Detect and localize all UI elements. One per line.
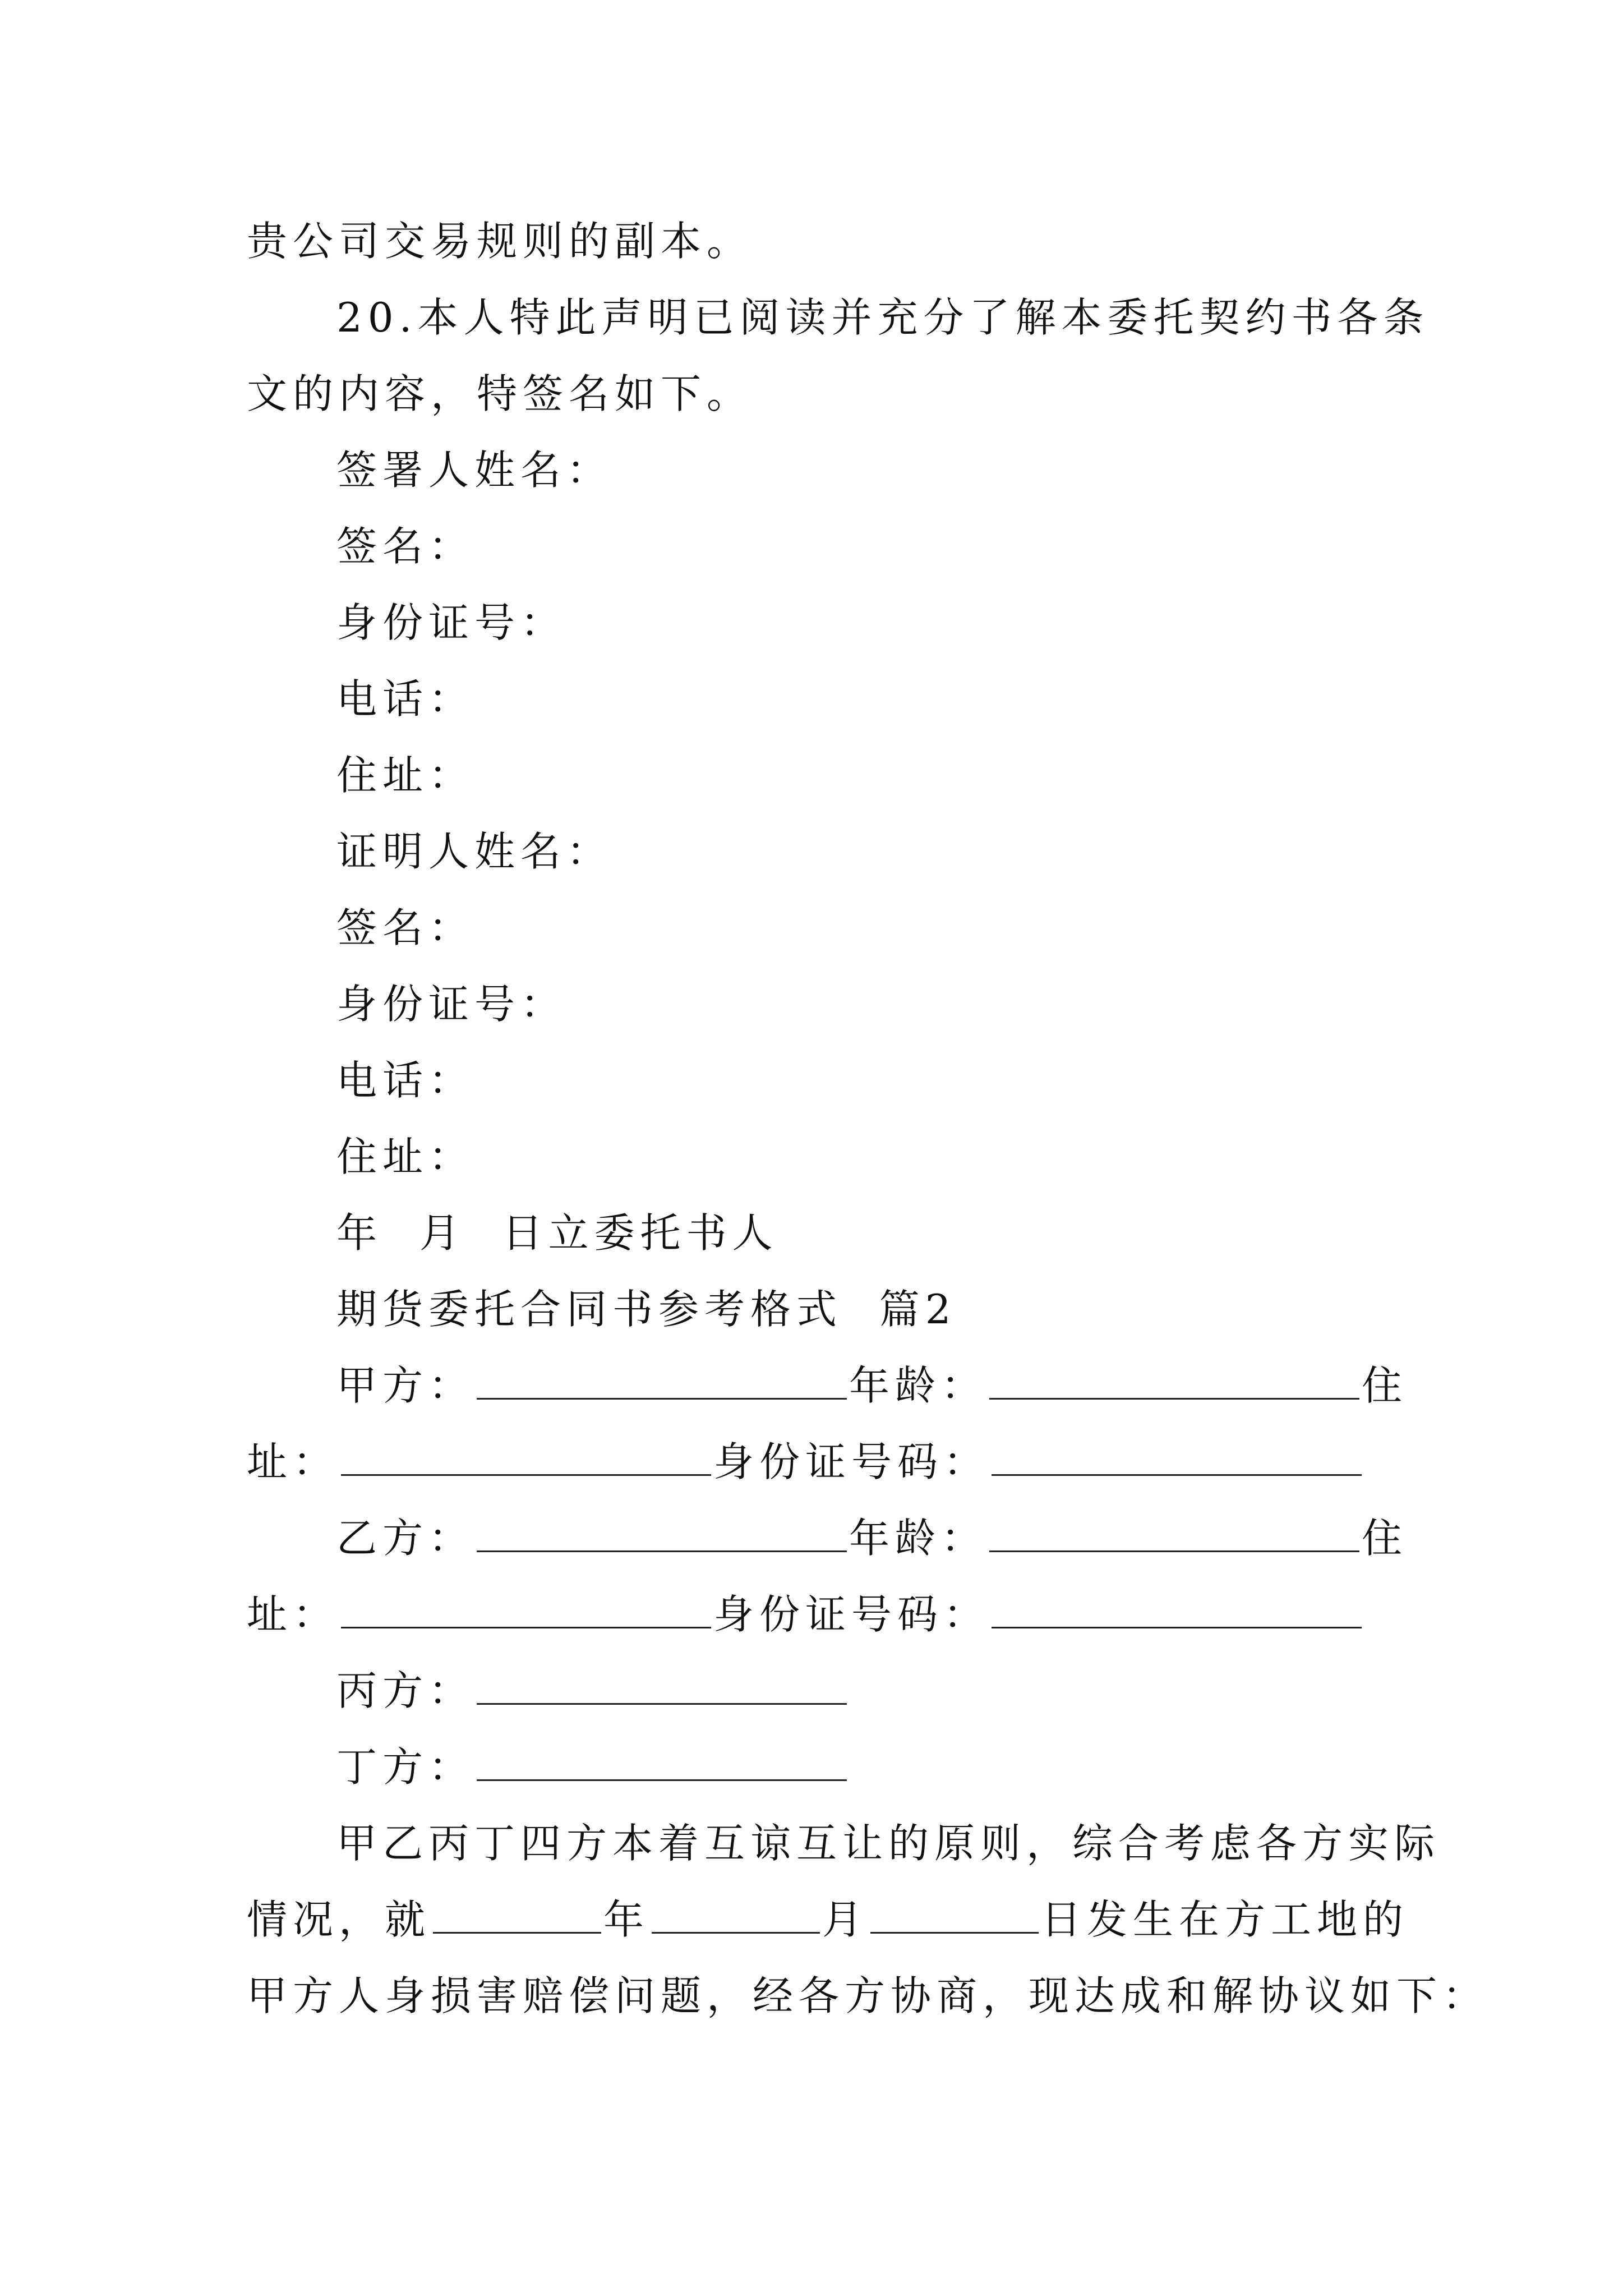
party-a-line-2 [247,1435,1364,1489]
witness-name-label: 证明人姓名： [336,828,613,875]
party-a-id-blank[interactable] [992,1439,1362,1476]
party-d-name-blank[interactable] [477,1745,847,1781]
party-b-line-2 [247,1588,1364,1641]
party-a-age-blank[interactable] [989,1363,1359,1400]
party-b-line [336,1511,1408,1565]
party-a-age-label: 年龄： [849,1362,988,1409]
signer-signature-label: 签名： [336,523,475,570]
party-b-id-blank[interactable] [992,1592,1362,1628]
party-a-name-blank[interactable] [477,1363,847,1400]
agreement-date-blank-3[interactable] [870,1897,1039,1934]
party-b-address-blank[interactable] [341,1592,711,1628]
party-a-line [336,1359,1408,1412]
party-a-address-label-end: 址： [247,1438,339,1485]
agreement-month-label: 月 [822,1896,869,1943]
paragraph-20-line-1: 20.本人特此声明已阅读并充分了解本委托契约书各条 [336,294,1430,341]
paragraph-19-tail: 贵公司交易规则的副本。 [247,218,753,265]
agreement-date-blank-1[interactable] [433,1897,601,1934]
party-a-label: 甲方： [336,1362,475,1409]
party-c-name-blank[interactable] [477,1668,847,1705]
party-b-address-label-end: 址： [247,1591,339,1638]
party-b-age-label: 年龄： [849,1515,988,1562]
agreement-line-2 [247,1893,1409,1947]
party-b-age-blank[interactable] [989,1516,1359,1552]
party-d-line [336,1740,849,1794]
date-line: 年 月 日立委托书人 [336,1209,778,1257]
party-b-name-blank[interactable] [477,1516,847,1552]
party-b-id-label: 身份证号码： [713,1591,990,1638]
agreement-line-2-end: 日发生在方工地的 [1041,1896,1409,1943]
paragraph-20-line-2: 文的内容，特签名如下。 [247,370,753,417]
signer-phone-label: 电话： [336,675,475,723]
agreement-line-1: 甲乙丙丁四方本着互谅互让的原则，综合考虑各方实际 [336,1820,1441,1867]
signer-id-label: 身份证号： [336,599,567,646]
signer-name-label: 签署人姓名： [336,447,613,494]
party-b-label: 乙方： [336,1515,475,1562]
party-a-id-label: 身份证号码： [713,1438,990,1485]
witness-signature-label: 签名： [336,904,475,951]
witness-phone-label: 电话： [336,1057,475,1104]
witness-address-label: 住址： [336,1133,475,1180]
witness-id-label: 身份证号： [336,981,567,1028]
party-d-label: 丁方： [336,1743,475,1791]
party-c-line [336,1664,849,1718]
party-c-label: 丙方： [336,1667,475,1714]
agreement-year-label: 年 [603,1896,650,1943]
party-a-address-blank[interactable] [341,1439,711,1476]
signer-address-label: 住址： [336,752,475,799]
agreement-date-blank-2[interactable] [652,1897,820,1934]
agreement-line-2-start: 情况，就 [247,1896,431,1943]
agreement-line-3: 甲方人身损害赔偿问题，经各方协商，现达成和解协议如下： [247,1972,1489,2019]
section-title: 期货委托合同书参考格式 篇2 [336,1286,957,1333]
party-a-address-label-start: 住 [1362,1362,1408,1409]
party-b-address-label-start: 住 [1362,1515,1408,1562]
